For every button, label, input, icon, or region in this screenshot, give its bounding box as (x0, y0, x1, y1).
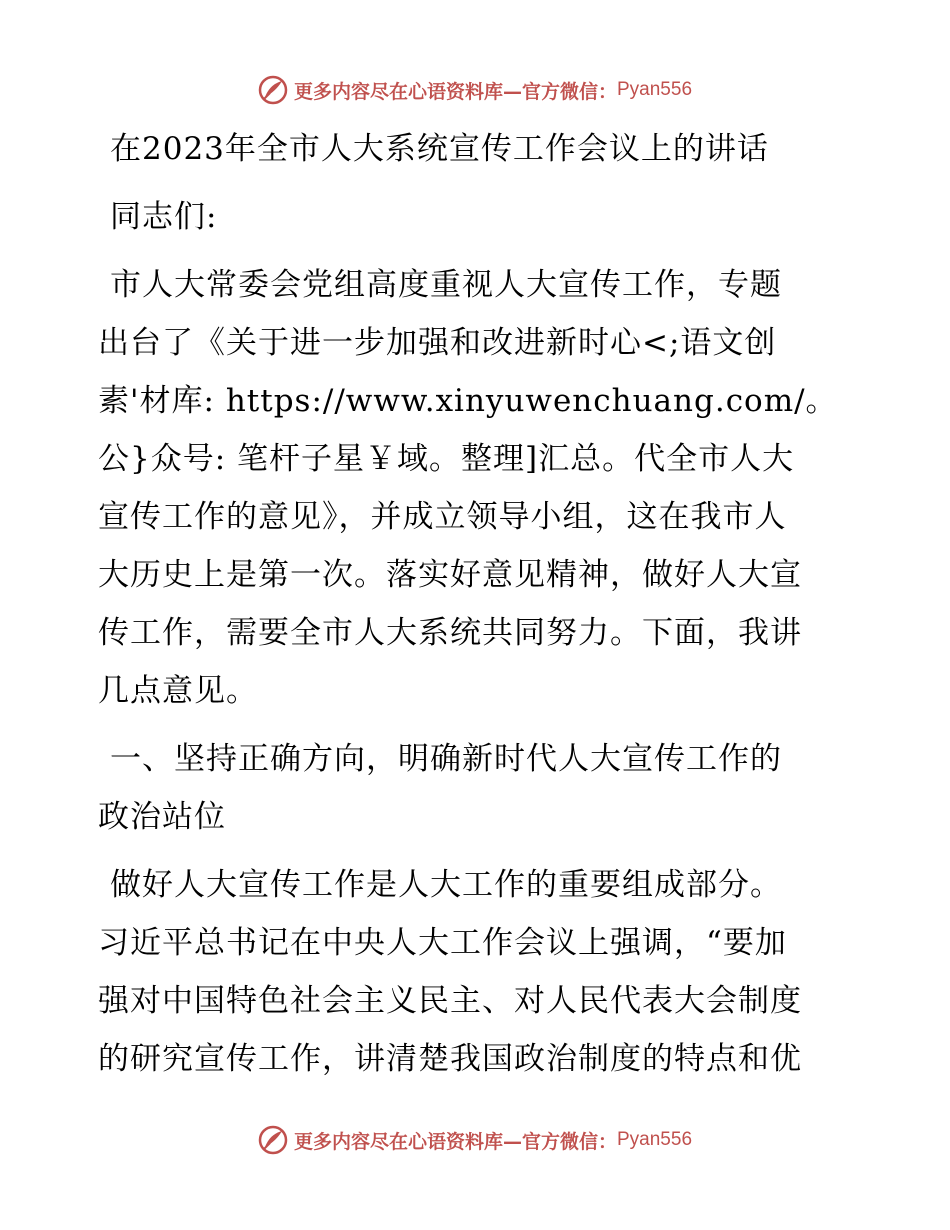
paragraph-line: 强对中国特色社会主义民主、对人民代表大会制度 (98, 983, 802, 1019)
banner-wechat-id: Pyan556 (617, 1129, 693, 1150)
document-title: 在2023年全市人大系统宣传工作会议上的讲话 (110, 131, 769, 167)
footer-watermark-banner (0, 1120, 950, 1160)
document-body (98, 120, 853, 1088)
section-heading-1 (98, 730, 853, 846)
paragraph-line: 出台了《关于进一步加强和改进新时心<;语文创 (98, 325, 777, 361)
heading-line: 一、坚持正确方向，明确新时代人大宣传工作的 (110, 741, 782, 777)
salutation: 同志们: (110, 199, 218, 235)
feather-quill-logo-icon (258, 1125, 288, 1155)
paragraph-line: 几点意见。 (98, 673, 258, 709)
paragraph-line: 的研究宣传工作，讲清楚我国政治制度的特点和优 (98, 1041, 802, 1077)
paragraph-line: 传工作，需要全市人大系统共同努力。下面，我讲 (98, 615, 802, 651)
heading-line: 政治站位 (98, 799, 226, 835)
banner-text: 更多内容尽在心语资料库—官方微信： (293, 1130, 617, 1153)
paragraph-line: 大历史上是第一次。落实好意见精神，做好人大宣 (98, 557, 802, 593)
banner-wechat-id: Pyan556 (617, 79, 693, 100)
paragraph-intro (98, 256, 853, 720)
banner-text: 更多内容尽在心语资料库—官方微信： (293, 80, 617, 103)
paragraph-line: 做好人大宣传工作是人大工作的重要组成部分。 (110, 867, 782, 903)
feather-quill-logo-icon (258, 75, 288, 105)
paragraph-line: 素'材库: https://www.xinyuwenchuang.com/。 (98, 383, 838, 419)
header-watermark-banner (0, 70, 950, 110)
paragraph-line: 市人大常委会党组高度重视人大宣传工作，专题 (110, 267, 782, 303)
paragraph-line: 公}众号: 笔杆子星￥域。整理]汇总。代全市人大 (98, 441, 795, 477)
paragraph-line: 习近平总书记在中央人大工作会议上强调，“要加 (98, 925, 787, 961)
paragraph-line: 宣传工作的意见》，并成立领导小组，这在我市人 (98, 499, 787, 535)
paragraph-section-1 (98, 856, 853, 1088)
